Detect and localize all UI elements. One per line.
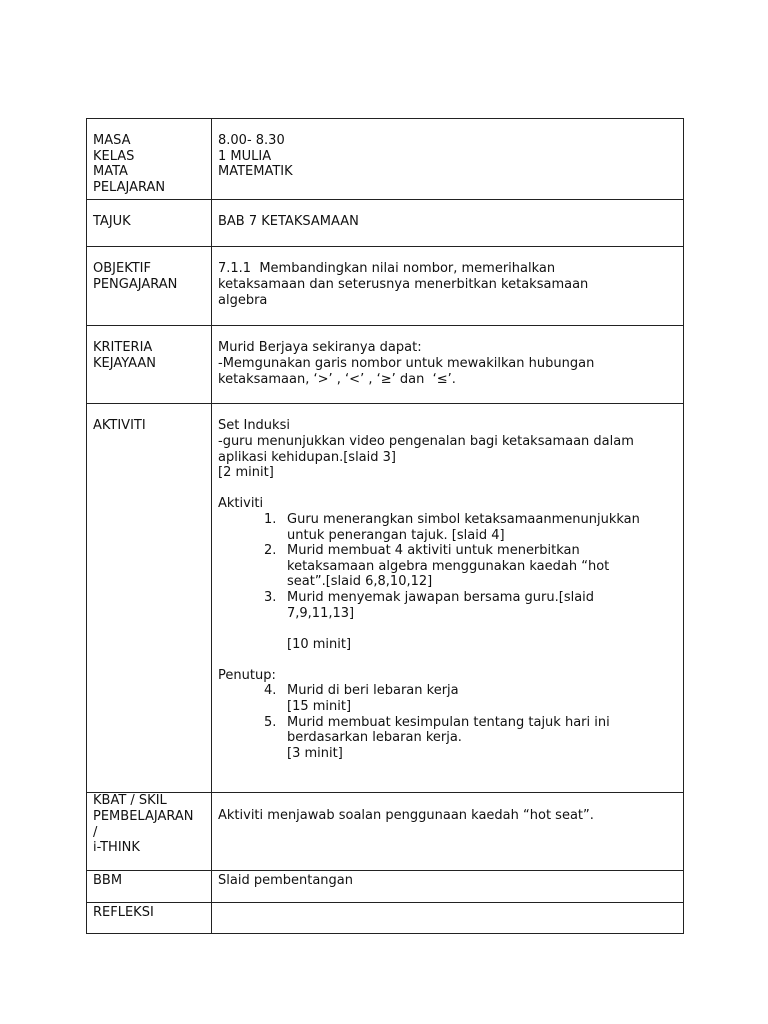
spacer xyxy=(218,481,677,497)
penutup-heading: Penutup: xyxy=(218,667,276,683)
objektif-labels-cell xyxy=(87,247,212,326)
label-pembelajaran: PEMBELAJARAN xyxy=(93,808,194,824)
spacer xyxy=(218,621,677,637)
label-masa: MASA xyxy=(93,133,131,148)
list-text: Murid di beri lebaran kerja xyxy=(287,683,459,699)
label-mata: MATA xyxy=(93,164,128,180)
list-text: untuk penerangan tajuk. [slaid 4] xyxy=(287,527,505,543)
list-number: 4. xyxy=(264,683,277,699)
label-objektif: OBJEKTIF xyxy=(93,261,151,277)
label-aktiviti: AKTIVITI xyxy=(87,404,212,793)
induksi-line: -guru menunjukkan video pengenalan bagi ketaksamaan dalam xyxy=(218,433,634,449)
row-masa xyxy=(87,119,684,200)
list-text: Murid menyemak jawapan bersama guru.[slaid xyxy=(287,589,595,605)
label-bbm: BBM xyxy=(87,871,212,903)
row-kbat xyxy=(87,793,684,871)
list-number: 2. xyxy=(264,543,277,559)
list-item xyxy=(218,543,677,559)
row-aktiviti xyxy=(87,404,684,793)
kriteria-line: -Memgunakan garis nombor untuk mewakilkan hubungan xyxy=(218,355,595,371)
list-text: [3 minit] xyxy=(287,745,343,761)
kriteria-line: Murid Berjaya sekiranya dapat: xyxy=(218,340,422,356)
list-item xyxy=(218,512,677,528)
value-masa: 8.00- 8.30 xyxy=(218,133,285,148)
list-item xyxy=(218,683,677,699)
list-item xyxy=(218,715,677,731)
row-tajuk xyxy=(87,200,684,247)
list-text: [15 minit] xyxy=(287,699,352,715)
label-kejayaan: KEJAYAAN xyxy=(93,355,157,371)
list-text: seat”.[slaid 6,8,10,12] xyxy=(287,574,433,590)
objektif-line: algebra xyxy=(218,292,268,308)
list-text: Murid membuat 4 aktiviti untuk menerbitkan xyxy=(287,543,580,559)
list-number: 3. xyxy=(264,589,277,605)
row-objektif xyxy=(87,247,684,326)
induksi-heading: Set Induksi xyxy=(218,418,290,434)
spacer xyxy=(218,652,677,668)
list-text: berdasarkan lebaran kerja. xyxy=(287,730,462,746)
value-refleksi xyxy=(212,903,684,934)
aktiviti-time: [10 minit] xyxy=(287,636,352,652)
label-pengajaran: PENGAJARAN xyxy=(93,276,178,292)
masa-values-cell xyxy=(212,119,684,200)
objektif-text-cell xyxy=(212,247,684,326)
value-kbat: Aktiviti menjawab soalan penggunaan kaedah “hot seat”. xyxy=(212,793,684,871)
list-item xyxy=(218,590,677,606)
value-mata-pelajaran: MATEMATIK xyxy=(218,164,293,180)
value-bbm: Slaid pembentangan xyxy=(212,871,684,903)
lesson-plan-table xyxy=(86,118,684,934)
list-number: 5. xyxy=(264,714,277,730)
label-ithink: i-THINK xyxy=(93,840,140,856)
masa-labels-cell xyxy=(87,119,212,200)
list-text: Murid membuat kesimpulan tentang tajuk hari ini xyxy=(287,714,610,730)
label-tajuk: TAJUK xyxy=(87,200,212,247)
list-text: Guru menerangkan simbol ketaksamaanmenunjukkan xyxy=(287,511,640,527)
kriteria-text-cell xyxy=(212,326,684,404)
induksi-line: aplikasi kehidupan.[slaid 3] xyxy=(218,449,396,465)
kbat-labels-cell xyxy=(87,793,212,871)
row-kriteria xyxy=(87,326,684,404)
value-kelas: 1 MULIA xyxy=(218,148,272,164)
label-kelas: KELAS xyxy=(93,148,135,164)
kriteria-labels-cell xyxy=(87,326,212,404)
objektif-line: 7.1.1 Membandingkan nilai nombor, memerihalkan xyxy=(218,261,556,277)
row-refleksi xyxy=(87,903,684,934)
aktiviti-content-cell xyxy=(212,404,684,793)
row-bbm xyxy=(87,871,684,903)
label-pelajaran: PELAJARAN xyxy=(93,179,166,195)
label-refleksi: REFLEKSI xyxy=(87,903,212,934)
label-slash: / xyxy=(93,824,98,840)
induksi-time: [2 minit] xyxy=(218,465,274,481)
list-number: 1. xyxy=(264,511,277,527)
objektif-line: ketaksamaan dan seterusnya menerbitkan ketaksamaan xyxy=(218,276,589,292)
kriteria-line: ketaksamaan, ‘>’ , ‘<’ , ‘≥’ dan ‘≤’. xyxy=(218,371,456,387)
list-text: 7,9,11,13] xyxy=(287,605,355,621)
list-text: ketaksamaan algebra menggunakan kaedah “hot xyxy=(287,558,610,574)
aktiviti-heading: Aktiviti xyxy=(218,496,264,512)
value-tajuk: BAB 7 KETAKSAMAAN xyxy=(212,200,684,247)
label-kbat: KBAT / SKIL xyxy=(93,793,167,809)
label-kriteria: KRITERIA xyxy=(93,340,153,356)
